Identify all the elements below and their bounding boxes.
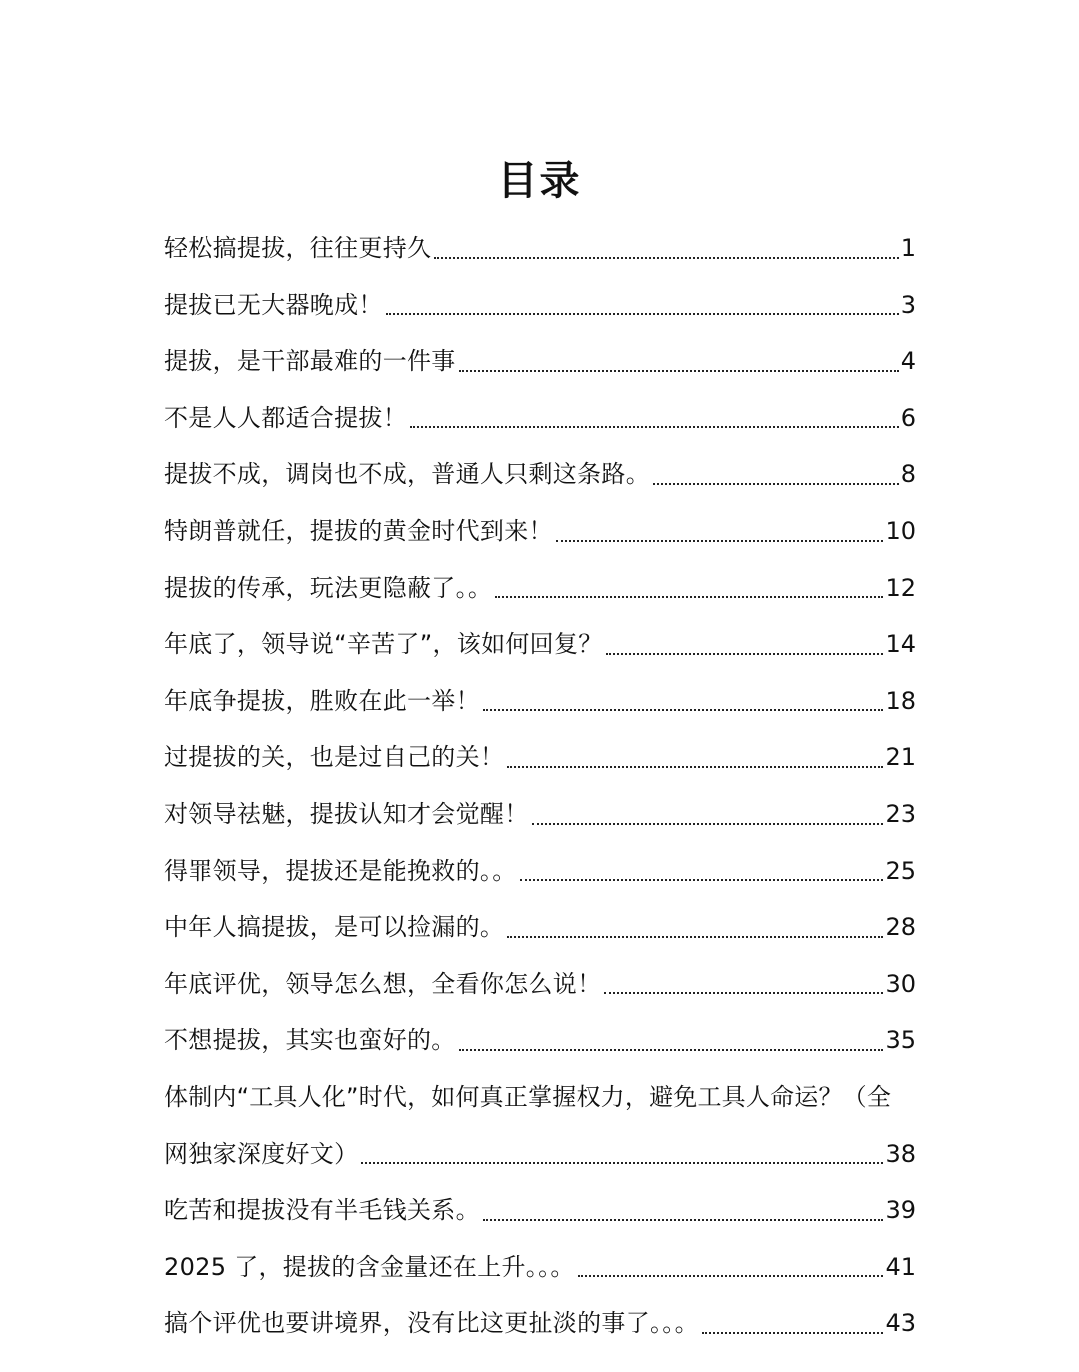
dot-leader [578,1275,884,1277]
toc-entry-text: 对领导祛魅，提拔认知才会觉醒！ [164,799,529,828]
toc-entry-text: 轻松搞提拔，往往更持久 [164,234,432,262]
dot-leader [520,879,884,881]
dot-leader [410,426,899,428]
toc-entry-text: 不想提拔，其实也蛮好的。 [164,1026,456,1055]
dot-leader [532,823,884,825]
dot-leader [702,1332,884,1334]
toc-entry[interactable] [164,333,916,390]
dot-leader [386,313,899,315]
toc-page-number: 28 [885,913,916,942]
toc-page-number: 21 [885,743,916,772]
toc-entry[interactable] [164,220,916,277]
toc-page-number: 12 [885,573,916,602]
dot-leader [507,766,883,768]
toc-entry[interactable] [164,729,916,786]
dot-leader [606,653,884,655]
toc-entry-text: 提拔不成，调岗也不成，普通人只剩这条路。 [164,460,650,489]
dot-leader [459,1049,884,1051]
toc-page-number: 3 [900,290,916,319]
toc-entry[interactable] [164,673,916,730]
toc-page-number: 41 [885,1252,916,1281]
toc-page-number: 23 [885,799,916,828]
toc-page-number: 18 [885,686,916,715]
toc-entry-text: 年底争提拔，胜败在此一举！ [164,686,480,715]
toc-entry[interactable] [164,446,916,503]
toc-entry-text: 搞个评优也要讲境界，没有比这更扯淡的事了。。。 [164,1309,699,1338]
dot-leader [483,709,884,711]
dot-leader [459,370,899,372]
toc-entry-text: 年底了，领导说“辛苦了”，该如何回复？ [164,630,603,659]
toc-entry-text: 不是人人都适合提拔！ [164,403,407,432]
toc-page-number: 25 [885,856,916,885]
toc-page-number: 8 [900,460,916,489]
toc-entry[interactable] [164,843,916,900]
toc-entry-text: 特朗普就任，提拔的黄金时代到来！ [164,516,553,545]
toc-entry[interactable] [164,1012,916,1069]
dot-leader [495,596,883,598]
toc-page-number: 4 [900,347,916,376]
toc-list [164,220,916,1352]
toc-entry[interactable] [164,899,916,956]
dot-leader [361,1162,883,1164]
dot-leader [604,992,883,994]
toc-page-number: 35 [885,1026,916,1055]
page-title: 目录 [497,157,582,204]
toc-entry[interactable] [164,503,916,560]
toc-entry-text-line2: 网独家深度好文） [164,1139,359,1168]
toc-page-number: 6 [900,403,916,432]
toc-entry[interactable] [164,786,916,843]
toc-page-number: 43 [885,1309,916,1338]
toc-entry-text-line1: 体制内“工具人化”时代，如何真正掌握权力，避免工具人命运？（全 [164,1082,892,1111]
toc-entry-text: 吃苦和提拔没有半毛钱关系。 [164,1196,480,1225]
toc-entry-text: 过提拔的关，也是过自己的关！ [164,743,505,772]
toc-entry[interactable] [164,1182,916,1239]
toc-entry[interactable] [164,1069,916,1182]
toc-entry[interactable] [164,390,916,447]
toc-entry-text: 提拔的传承，玩法更隐蔽了。。 [164,573,493,602]
toc-entry[interactable] [164,1239,916,1296]
toc-entry-text: 得罪领导，提拔还是能挽救的。。 [164,856,517,885]
dot-leader [653,483,899,485]
toc-entry-text: 年底评优，领导怎么想，全看你怎么说！ [164,969,602,998]
toc-entry[interactable] [164,616,916,673]
toc-entry-line2 [164,1126,916,1183]
dot-leader [434,257,898,259]
toc-page-number: 39 [885,1196,916,1225]
toc-entry[interactable] [164,1295,916,1352]
toc-page-number: 30 [885,969,916,998]
toc-page-number: 1 [900,234,916,262]
toc-page-number: 10 [885,516,916,545]
toc-entry[interactable] [164,277,916,334]
toc-entry-text: 提拔，是干部最难的一件事 [164,347,456,376]
toc-page-number: 14 [885,630,916,659]
dot-leader [483,1219,884,1221]
dot-leader [556,540,884,542]
toc-entry-text: 中年人搞提拔，是可以捡漏的。 [164,913,505,942]
toc-entry[interactable] [164,956,916,1013]
toc-page-number: 38 [885,1139,916,1168]
dot-leader [507,936,883,938]
toc-entry-text: 提拔已无大器晚成！ [164,290,383,319]
toc-entry-text: 2025 了，提拔的含金量还在上升。。。 [164,1252,575,1281]
toc-entry[interactable] [164,560,916,617]
